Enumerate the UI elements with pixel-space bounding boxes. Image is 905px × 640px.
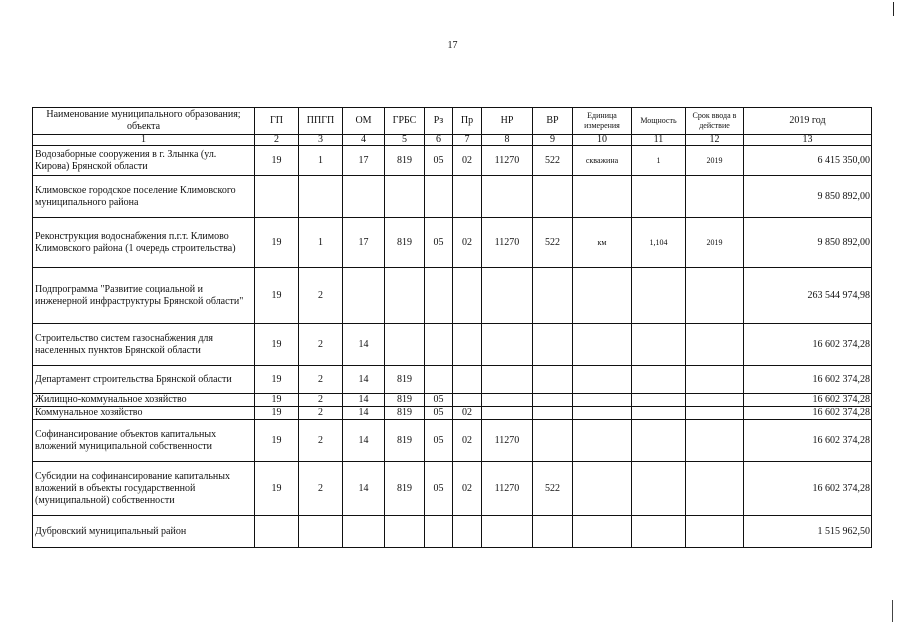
- cell-capacity: [632, 462, 686, 516]
- cell-pr: 02: [453, 462, 482, 516]
- cell-gp: 19: [255, 324, 299, 366]
- cell-vr: [533, 407, 573, 420]
- table-row: [33, 218, 872, 268]
- cell-gp: 19: [255, 366, 299, 394]
- cell-om: 14: [343, 394, 385, 407]
- cell-grbs: [385, 268, 425, 324]
- table-body: [33, 135, 872, 548]
- cell-pr: 02: [453, 218, 482, 268]
- cell-amount: 16 602 374,28: [744, 420, 872, 462]
- header-commission-date: Срок ввода в действие: [686, 108, 744, 135]
- cell-gp: 19: [255, 420, 299, 462]
- cell-ppgp: 2: [299, 462, 343, 516]
- cell-nr: [482, 516, 533, 548]
- cell-om: [343, 516, 385, 548]
- scan-edge-mark: [893, 2, 894, 16]
- cell-capacity: [632, 268, 686, 324]
- cell-nr: 11270: [482, 420, 533, 462]
- cell-capacity: [632, 176, 686, 218]
- column-number: 1: [33, 135, 255, 146]
- cell-commission-date: [686, 462, 744, 516]
- cell-unit: [573, 394, 632, 407]
- cell-amount: 16 602 374,28: [744, 407, 872, 420]
- column-number: 10: [573, 135, 632, 146]
- cell-amount: 16 602 374,28: [744, 366, 872, 394]
- cell-unit: [573, 407, 632, 420]
- cell-commission-date: [686, 516, 744, 548]
- cell-amount: 16 602 374,28: [744, 324, 872, 366]
- cell-gp: [255, 516, 299, 548]
- cell-rz: 05: [425, 146, 453, 176]
- column-number: 2: [255, 135, 299, 146]
- cell-vr: [533, 366, 573, 394]
- column-number: 9: [533, 135, 573, 146]
- cell-om: 14: [343, 366, 385, 394]
- cell-ppgp: 2: [299, 420, 343, 462]
- table-row: [33, 407, 872, 420]
- cell-commission-date: [686, 394, 744, 407]
- cell-pr: [453, 324, 482, 366]
- table-row: [33, 176, 872, 218]
- cell-vr: [533, 176, 573, 218]
- cell-name: Департамент строительства Брянской области: [33, 366, 255, 394]
- cell-om: 14: [343, 462, 385, 516]
- column-number: 4: [343, 135, 385, 146]
- cell-name: Подпрограмма "Развитие социальной и инженерной инфраструктуры Брянской области": [33, 268, 255, 324]
- cell-vr: [533, 516, 573, 548]
- cell-name: Коммунальное хозяйство: [33, 407, 255, 420]
- header-row: [33, 108, 872, 135]
- cell-unit: [573, 462, 632, 516]
- cell-ppgp: 1: [299, 146, 343, 176]
- cell-ppgp: [299, 176, 343, 218]
- cell-vr: 522: [533, 146, 573, 176]
- cell-gp: 19: [255, 407, 299, 420]
- cell-amount: 1 515 962,50: [744, 516, 872, 548]
- cell-om: 17: [343, 146, 385, 176]
- cell-om: 17: [343, 218, 385, 268]
- cell-grbs: 819: [385, 218, 425, 268]
- header-name: Наименование муниципального образования; объекта: [33, 108, 255, 135]
- cell-gp: [255, 176, 299, 218]
- header-unit: Единица измерения: [573, 108, 632, 135]
- table-row: [33, 268, 872, 324]
- cell-capacity: [632, 324, 686, 366]
- cell-name: Реконструкция водоснабжения п.г.т. Климово Климовского района (1 очередь строительства): [33, 218, 255, 268]
- cell-gp: 19: [255, 146, 299, 176]
- cell-amount: 263 544 974,98: [744, 268, 872, 324]
- page-number: 17: [447, 40, 458, 51]
- table-row: [33, 394, 872, 407]
- cell-om: 14: [343, 407, 385, 420]
- cell-name: Жилищно-коммунальное хозяйство: [33, 394, 255, 407]
- cell-om: 14: [343, 324, 385, 366]
- cell-capacity: [632, 420, 686, 462]
- cell-amount: 16 602 374,28: [744, 394, 872, 407]
- cell-vr: [533, 268, 573, 324]
- cell-commission-date: [686, 407, 744, 420]
- column-number: 3: [299, 135, 343, 146]
- column-number: 6: [425, 135, 453, 146]
- table-row: [33, 324, 872, 366]
- cell-amount: 9 850 892,00: [744, 176, 872, 218]
- cell-gp: 19: [255, 394, 299, 407]
- header-pr: Пр: [453, 108, 482, 135]
- cell-gp: 19: [255, 218, 299, 268]
- cell-vr: [533, 324, 573, 366]
- cell-name: Дубровский муниципальный район: [33, 516, 255, 548]
- cell-nr: [482, 394, 533, 407]
- cell-grbs: [385, 176, 425, 218]
- cell-amount: 9 850 892,00: [744, 218, 872, 268]
- cell-nr: 11270: [482, 146, 533, 176]
- cell-vr: 522: [533, 218, 573, 268]
- cell-grbs: 819: [385, 420, 425, 462]
- cell-amount: 16 602 374,28: [744, 462, 872, 516]
- cell-pr: [453, 366, 482, 394]
- cell-rz: 05: [425, 218, 453, 268]
- cell-pr: [453, 394, 482, 407]
- cell-pr: [453, 268, 482, 324]
- cell-rz: [425, 366, 453, 394]
- cell-commission-date: 2019: [686, 146, 744, 176]
- scan-edge-mark-bottom: [892, 600, 893, 622]
- cell-om: [343, 268, 385, 324]
- cell-nr: [482, 176, 533, 218]
- table-row: [33, 516, 872, 548]
- cell-nr: [482, 268, 533, 324]
- cell-commission-date: [686, 268, 744, 324]
- cell-pr: 02: [453, 146, 482, 176]
- cell-nr: [482, 407, 533, 420]
- cell-nr: 11270: [482, 218, 533, 268]
- cell-ppgp: 2: [299, 394, 343, 407]
- header-gp: ГП: [255, 108, 299, 135]
- cell-gp: 19: [255, 268, 299, 324]
- cell-nr: 11270: [482, 462, 533, 516]
- cell-rz: 05: [425, 462, 453, 516]
- cell-vr: 522: [533, 462, 573, 516]
- header-ppgp: ППГП: [299, 108, 343, 135]
- column-number: 12: [686, 135, 744, 146]
- cell-unit: км: [573, 218, 632, 268]
- cell-gp: 19: [255, 462, 299, 516]
- cell-name: Климовское городское поселение Климовского муниципального района: [33, 176, 255, 218]
- cell-unit: [573, 366, 632, 394]
- header-nr: НР: [482, 108, 533, 135]
- cell-capacity: [632, 407, 686, 420]
- cell-vr: [533, 394, 573, 407]
- cell-commission-date: 2019: [686, 218, 744, 268]
- cell-ppgp: 2: [299, 324, 343, 366]
- cell-commission-date: [686, 420, 744, 462]
- table-row: [33, 462, 872, 516]
- cell-commission-date: [686, 366, 744, 394]
- cell-capacity: 1,104: [632, 218, 686, 268]
- cell-pr: 02: [453, 420, 482, 462]
- header-rz: Рз: [425, 108, 453, 135]
- cell-grbs: [385, 324, 425, 366]
- cell-unit: [573, 176, 632, 218]
- cell-capacity: [632, 366, 686, 394]
- cell-ppgp: 2: [299, 366, 343, 394]
- cell-grbs: 819: [385, 462, 425, 516]
- cell-name: Субсидии на софинансирование капитальных вложений в объекты государственной (муниципальной) собственности: [33, 462, 255, 516]
- cell-rz: 05: [425, 394, 453, 407]
- cell-unit: [573, 268, 632, 324]
- column-number: 11: [632, 135, 686, 146]
- header-capacity: Мощность: [632, 108, 686, 135]
- cell-ppgp: 2: [299, 268, 343, 324]
- cell-pr: [453, 176, 482, 218]
- cell-om: 14: [343, 420, 385, 462]
- cell-om: [343, 176, 385, 218]
- cell-name: Софинансирование объектов капитальных вложений муниципальной собственности: [33, 420, 255, 462]
- header-vr: ВР: [533, 108, 573, 135]
- column-number-row: [33, 135, 872, 146]
- cell-rz: [425, 324, 453, 366]
- cell-vr: [533, 420, 573, 462]
- cell-unit: [573, 420, 632, 462]
- cell-amount: 6 415 350,00: [744, 146, 872, 176]
- cell-grbs: 819: [385, 407, 425, 420]
- cell-grbs: [385, 516, 425, 548]
- cell-rz: [425, 268, 453, 324]
- cell-commission-date: [686, 176, 744, 218]
- cell-grbs: 819: [385, 146, 425, 176]
- cell-capacity: [632, 394, 686, 407]
- cell-name: Строительство систем газоснабжения для населенных пунктов Брянской области: [33, 324, 255, 366]
- header-om: ОМ: [343, 108, 385, 135]
- cell-unit: скважина: [573, 146, 632, 176]
- cell-capacity: 1: [632, 146, 686, 176]
- header-year-2019: 2019 год: [744, 108, 872, 135]
- cell-pr: [453, 516, 482, 548]
- cell-grbs: 819: [385, 394, 425, 407]
- cell-unit: [573, 324, 632, 366]
- cell-ppgp: 2: [299, 407, 343, 420]
- budget-table: [32, 107, 872, 548]
- column-number: 5: [385, 135, 425, 146]
- cell-nr: [482, 366, 533, 394]
- cell-ppgp: [299, 516, 343, 548]
- cell-ppgp: 1: [299, 218, 343, 268]
- header-grbs: ГРБС: [385, 108, 425, 135]
- cell-unit: [573, 516, 632, 548]
- cell-grbs: 819: [385, 366, 425, 394]
- cell-capacity: [632, 516, 686, 548]
- cell-rz: [425, 516, 453, 548]
- cell-pr: 02: [453, 407, 482, 420]
- cell-name: Водозаборные сооружения в г. Злынка (ул. Кирова) Брянской области: [33, 146, 255, 176]
- cell-nr: [482, 324, 533, 366]
- table-row: [33, 366, 872, 394]
- cell-rz: [425, 176, 453, 218]
- column-number: 8: [482, 135, 533, 146]
- cell-rz: 05: [425, 420, 453, 462]
- cell-commission-date: [686, 324, 744, 366]
- column-number: 7: [453, 135, 482, 146]
- column-number: 13: [744, 135, 872, 146]
- table-row: [33, 146, 872, 176]
- cell-rz: 05: [425, 407, 453, 420]
- table-row: [33, 420, 872, 462]
